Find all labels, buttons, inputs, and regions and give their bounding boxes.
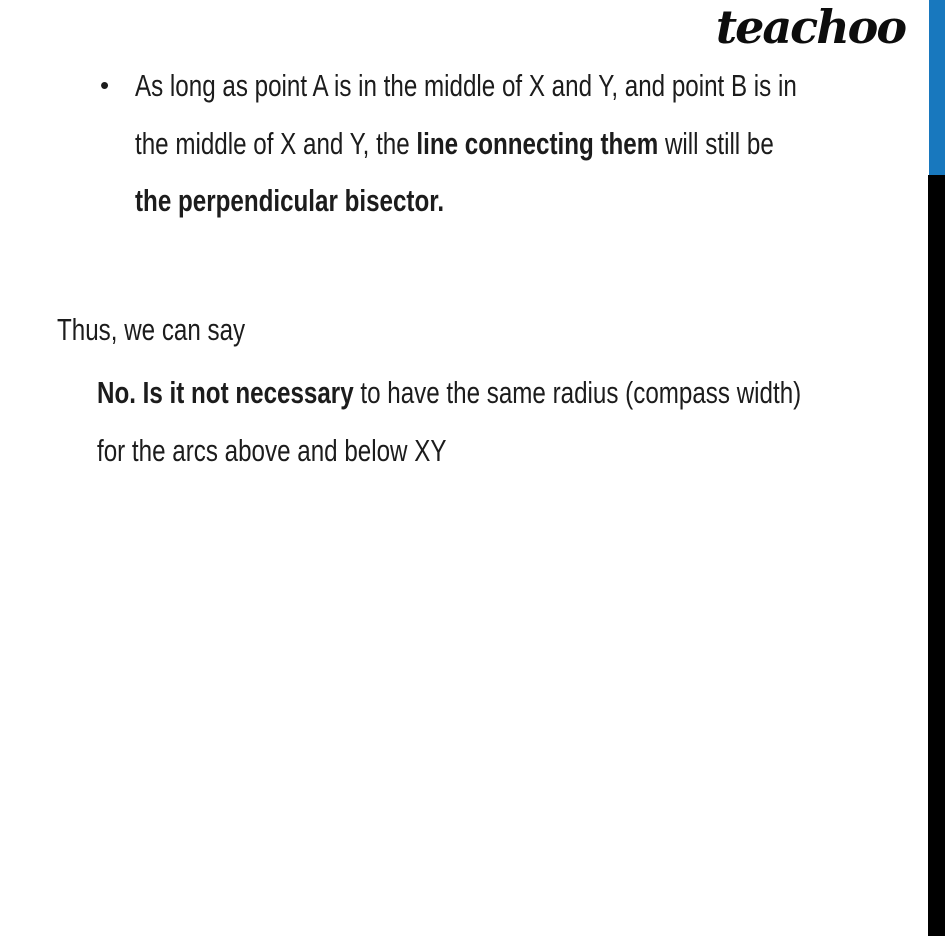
bullet-item: [98, 57, 945, 230]
answer-line-1: [97, 364, 801, 422]
teachoo-logo: teachoo: [715, 0, 905, 54]
bullet-line-3-bold: the perpendicular bisector.: [135, 183, 445, 218]
thus-text-wrap: [57, 301, 245, 359]
answer-text-wrap: [97, 364, 801, 479]
bullet-line-2-post: will still be: [658, 125, 774, 161]
bullet-marker: •: [100, 70, 110, 100]
answer-paragraph: [97, 364, 945, 479]
thus-paragraph: [57, 301, 298, 359]
bullet-line-2-pre: the middle of X and Y, the: [135, 125, 417, 161]
answer-line-2: [97, 422, 801, 480]
answer-line-1-rest: to have the same radius (compass width): [353, 375, 802, 410]
bullet-line-1-text: As long as point A is in the middle of X and Y, and point B is in: [135, 68, 797, 103]
bullet-text: [135, 57, 797, 230]
bullet-line-1: [135, 57, 797, 115]
answer-line-1-bold: No. Is it not necessary: [97, 375, 354, 410]
right-edge-black-bar: [928, 175, 945, 936]
thus-line: Thus, we can say: [57, 312, 246, 347]
bullet-line-2-bold: line connecting them: [416, 125, 659, 161]
answer-line-2-text: for the arcs above and below XY: [97, 432, 447, 468]
bullet-line-3: [135, 172, 797, 230]
bullet-line-2: [135, 115, 797, 173]
